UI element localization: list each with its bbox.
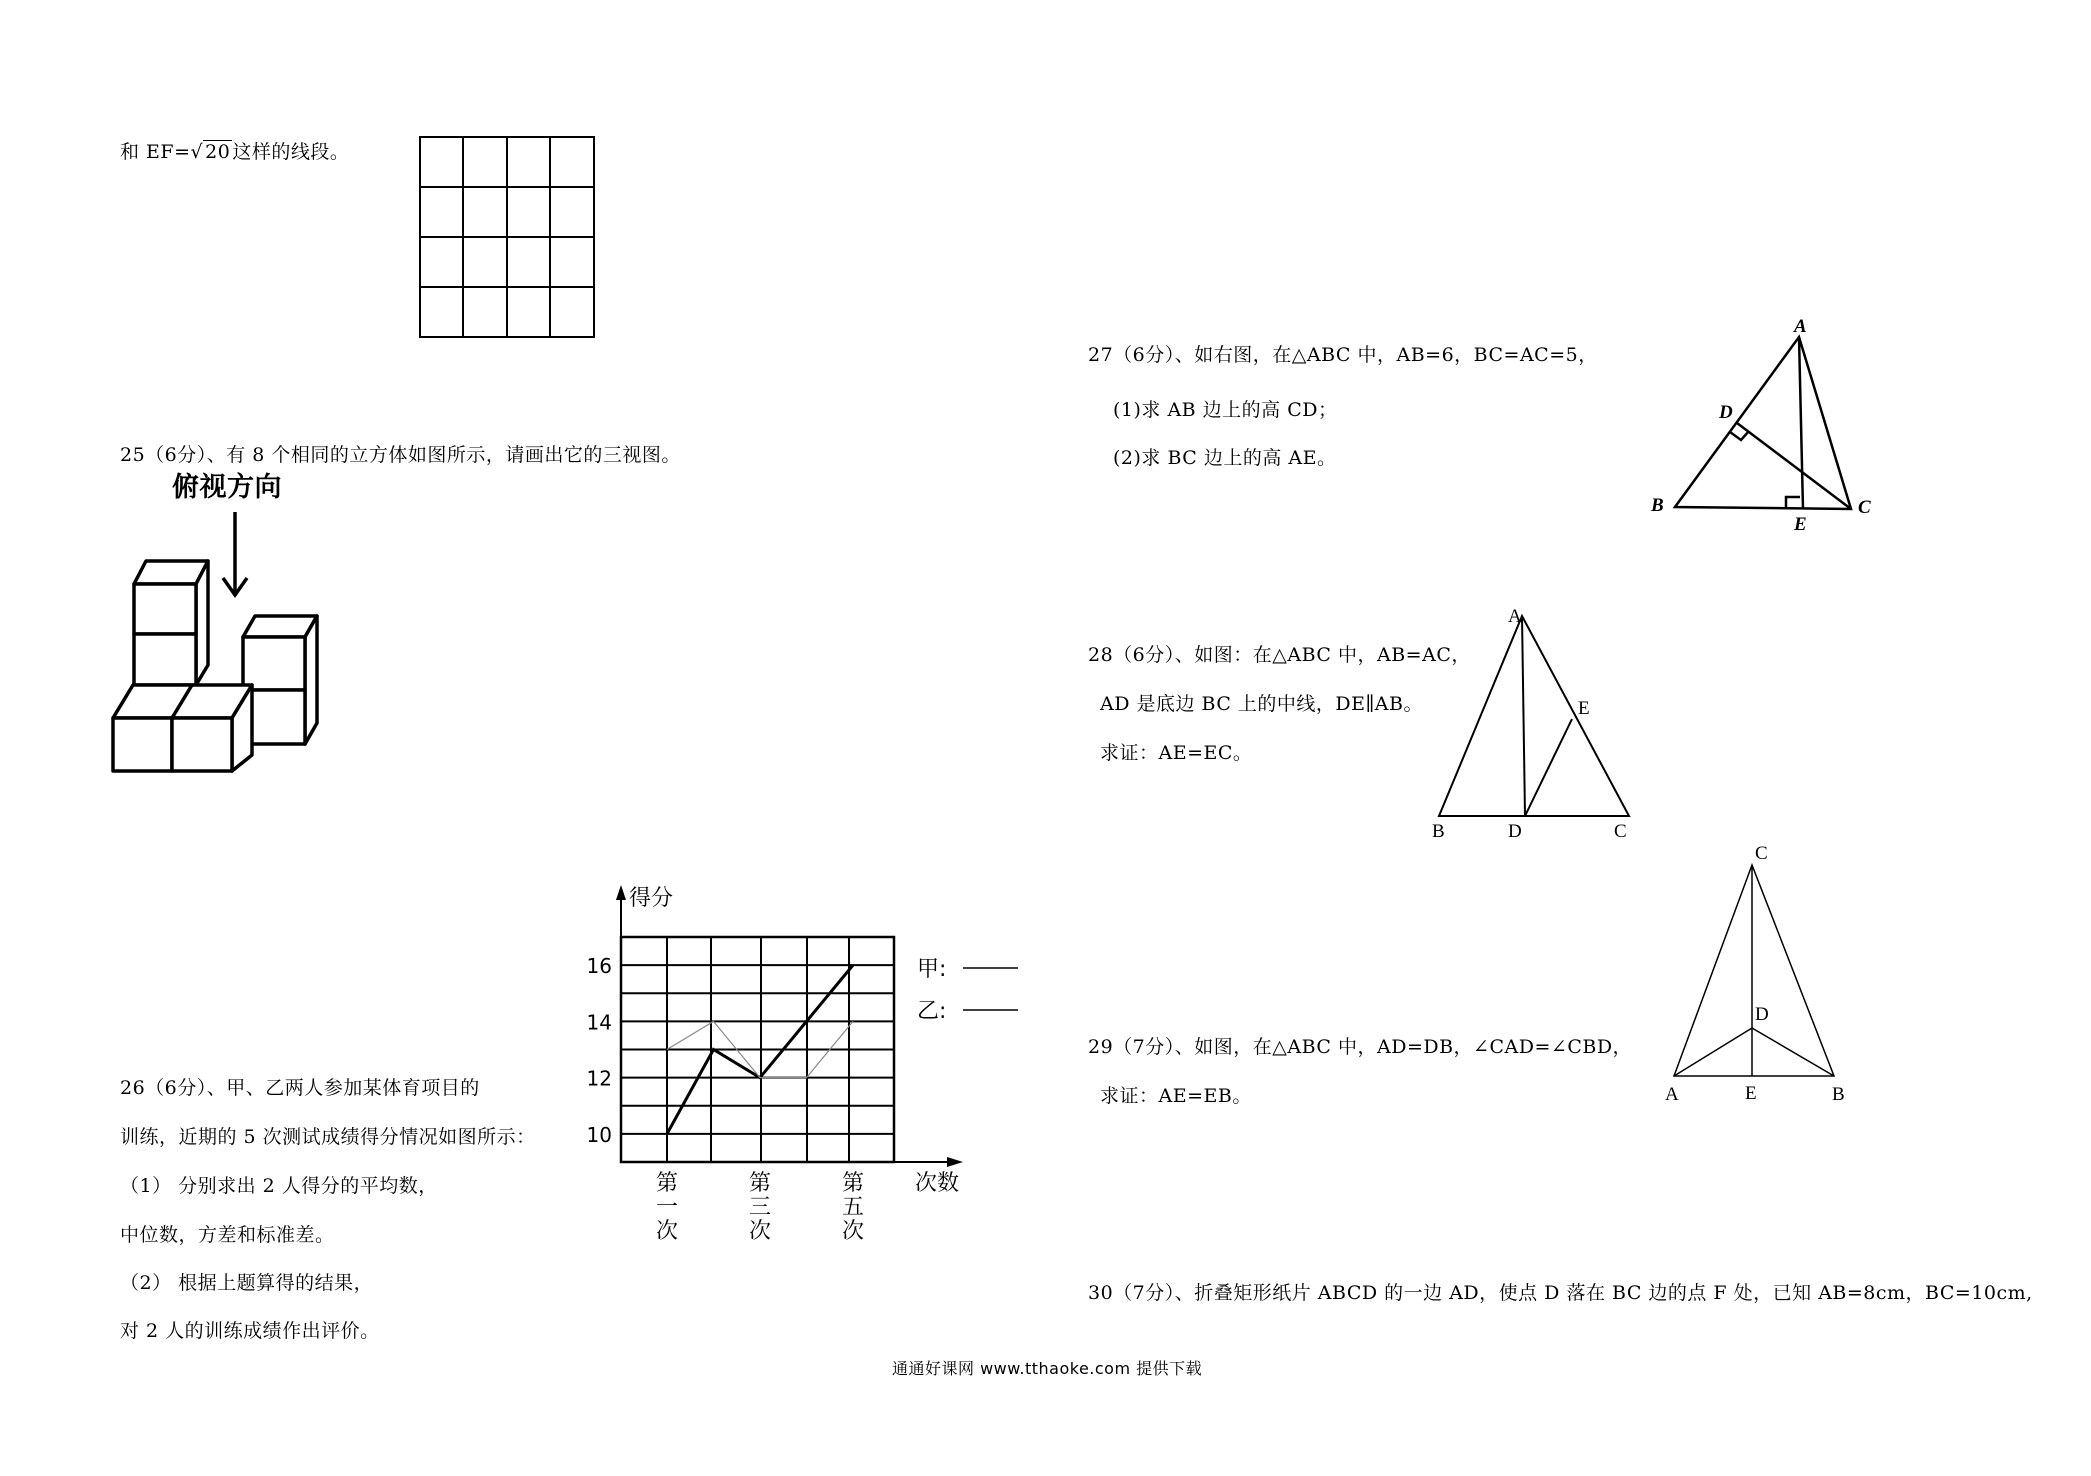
q28-line-3: 求证：AE=EC。 xyxy=(1100,742,1253,764)
q30-text: 30（7分）、折叠矩形纸片 ABCD 的一边 AD，使点 D 落在 BC 边的点 F 处，已知 AB=8cm，BC=10cm, xyxy=(1088,1282,2033,1304)
q26-line-4: 中位数，方差和标准差。 xyxy=(120,1224,335,1246)
q28-line-2: AD 是底边 BC 上的中线，DE∥AB。 xyxy=(1100,693,1423,715)
q26-line-3: （1） 分别求出 2 人得分的平均数， xyxy=(120,1175,438,1197)
q27-point-E: E xyxy=(1794,514,1807,535)
q28-line-1: 28（6分）、如图：在△ABC 中，AB=AC， xyxy=(1088,644,1471,666)
chart-x-tick-label: 第 xyxy=(655,1171,679,1196)
q28-point-E: E xyxy=(1578,698,1590,719)
q29-point-D: D xyxy=(1755,1004,1769,1025)
q27-point-C: C xyxy=(1858,497,1871,518)
chart-legend-label: 甲: xyxy=(917,957,947,982)
q27-line-3: (2)求 BC 边上的高 AE。 xyxy=(1113,447,1337,469)
q28-point-D: D xyxy=(1508,821,1522,842)
chart-y-tick-label: 16 xyxy=(586,954,612,979)
chart-legend-label: 乙: xyxy=(917,999,947,1024)
q27-point-A: A xyxy=(1794,316,1807,337)
q29-point-E: E xyxy=(1745,1083,1757,1104)
q27-point-B: B xyxy=(1651,495,1664,516)
sqrt-symbol: √ xyxy=(190,141,204,163)
chart-y-tick-label: 10 xyxy=(586,1122,612,1147)
q28-triangle-figure xyxy=(1430,605,1635,825)
chart-x-tick-label: 次 xyxy=(841,1219,865,1244)
q29-point-A: A xyxy=(1665,1084,1679,1105)
q27-line-1: 27（6分）、如右图，在△ABC 中，AB=6，BC=AC=5， xyxy=(1088,344,1598,366)
chart-x-tick-label: 一 xyxy=(655,1195,679,1220)
chart-y-axis-arrow xyxy=(616,885,626,900)
q24-prefix: 和 EF= xyxy=(120,141,191,163)
chart-y-axis-label: 得分 xyxy=(629,886,674,911)
q26-line-5: （2） 根据上题算得的结果， xyxy=(120,1272,374,1294)
q27-triangle-figure xyxy=(1650,315,1880,540)
chart-x-tick-label: 第 xyxy=(748,1171,772,1196)
q29-line-1: 29（7分）、如图，在△ABC 中，AD=DB，∠CAD=∠CBD， xyxy=(1088,1036,1633,1058)
q26-line-1: 26（6分）、甲、乙两人参加某体育项目的 xyxy=(120,1077,480,1099)
q28-point-C: C xyxy=(1614,821,1627,842)
q28-point-A: A xyxy=(1508,606,1522,627)
q28-point-B: B xyxy=(1432,821,1445,842)
chart-y-tick-label: 14 xyxy=(586,1010,612,1035)
q29-line-2: 求证：AE=EB。 xyxy=(1100,1085,1252,1107)
chart-x-tick-label: 次 xyxy=(748,1219,772,1244)
chart-x-tick-label: 五 xyxy=(841,1195,865,1220)
chart-x-tick-label: 次 xyxy=(655,1219,679,1244)
q29-triangle-figure xyxy=(1670,860,1845,1085)
chart-x-axis-label: 次数 xyxy=(915,1171,960,1196)
chart-x-tick-label: 三 xyxy=(748,1195,772,1220)
q25-text: 25（6分）、有 8 个相同的立方体如图所示，请画出它的三视图。 xyxy=(120,444,681,466)
q26-line-2: 训练，近期的 5 次测试成绩得分情况如图所示： xyxy=(120,1126,536,1148)
sqrt-radicand: 20 xyxy=(205,141,231,163)
q26-line-6: 对 2 人的训练成绩作出评价。 xyxy=(120,1320,380,1342)
chart-x-axis-arrow xyxy=(947,1157,963,1167)
q24-suffix: 这样的线段。 xyxy=(232,141,350,163)
q29-point-C: C xyxy=(1755,843,1768,864)
chart-y-tick-label: 12 xyxy=(586,1066,612,1091)
q27-point-D: D xyxy=(1719,402,1733,423)
q27-line-2: (1)求 AB 边上的高 CD； xyxy=(1113,399,1338,421)
q29-point-B: B xyxy=(1832,1084,1845,1105)
view-direction-label: 俯视方向 xyxy=(172,472,282,503)
chart-x-tick-label: 第 xyxy=(841,1171,865,1196)
footer-credit: 通通好课网 www.tthaoke.com 提供下载 xyxy=(892,1359,1203,1378)
